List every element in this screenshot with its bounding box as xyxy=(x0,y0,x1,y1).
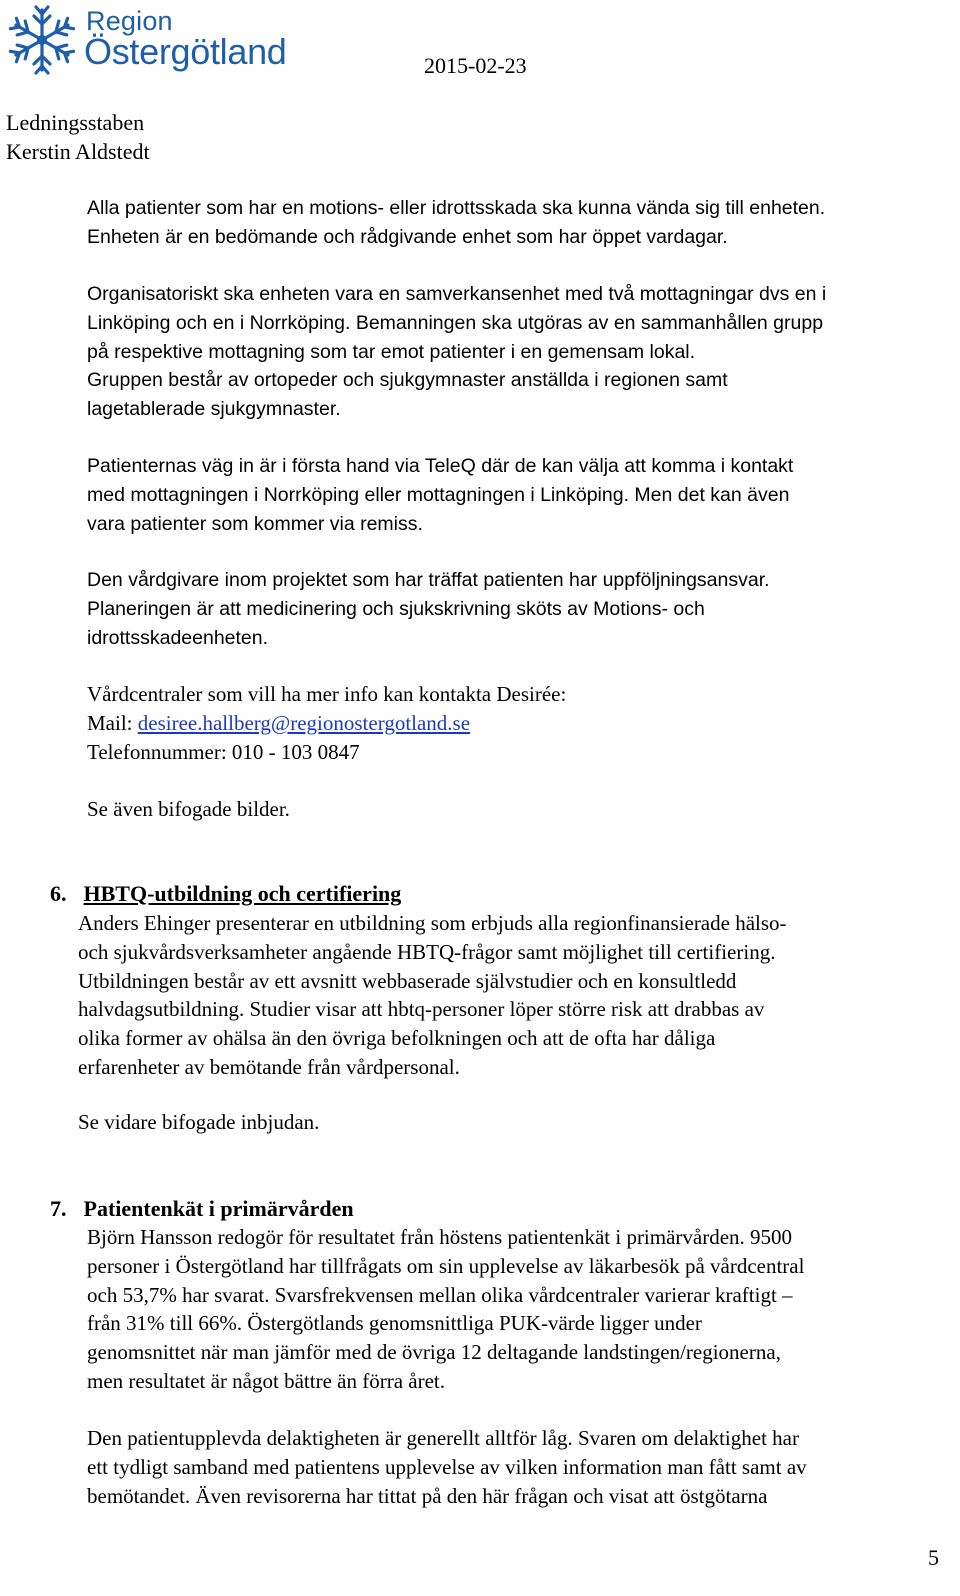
text-line: från 31% till 66%. Östergötlands genomsnittliga PUK-värde ligger under xyxy=(87,1311,702,1336)
section-number: 7. xyxy=(50,1196,67,1221)
section-6-heading xyxy=(50,880,401,908)
text-line: idrottsskadeenheten. xyxy=(87,626,269,649)
document-date: 2015-02-23 xyxy=(424,53,527,78)
text-line: Anders Ehinger presenterar en utbildning som erbjuds alla regionfinansierade hälso- xyxy=(78,911,787,935)
region-ostergotland-logo xyxy=(4,2,304,78)
text-line: med mottagningen i Norrköping eller mottagningen i Linköping. Men det kan även xyxy=(87,483,790,506)
text-line: men resultatet är något bättre än förra året. xyxy=(87,1368,445,1393)
logo-text-region: Region xyxy=(86,6,173,36)
intro-paragraph-1 xyxy=(87,194,825,252)
text-line: Planeringen är att medicinering och sjukskrivning sköts av Motions- och xyxy=(87,597,705,620)
text-line: olika former av ohälsa än den övriga befolkningen och att de ofta har dåliga xyxy=(78,1026,716,1051)
contact-phone: Telefonnummer: 010 - 103 0847 xyxy=(87,739,360,764)
intro-paragraph-4 xyxy=(87,566,770,652)
contact-block xyxy=(87,680,566,766)
mail-label: Mail: xyxy=(87,710,138,735)
text-line: och sjukvårdsverksamheter angående HBTQ-frågor samt möjlighet till certifiering. xyxy=(78,939,776,964)
text-line: Gruppen består av ortopeder och sjukgymnaster anställda i regionen samt xyxy=(87,369,728,392)
text-line: Björn Hansson redogör för resultatet från höstens patientenkät i primärvården. 9500 xyxy=(87,1225,793,1249)
contact-mail-line xyxy=(87,709,566,738)
intro-paragraph-2 xyxy=(87,280,826,424)
text-line: Linköping och en i Norrköping. Bemanningen ska utgöras av en sammanhållen grupp xyxy=(87,311,824,334)
mail-link[interactable]: desiree.hallberg@regionostergotland.se xyxy=(137,710,471,735)
text-line: halvdagsutbildning. Studier visar att hbtq-personer löper större risk att drabbas av xyxy=(78,997,765,1022)
text-line: erfarenheter av bemötande från vårdpersonal. xyxy=(78,1054,460,1079)
contact-intro: Vårdcentraler som vill ha mer info kan kontakta Desirée: xyxy=(87,682,567,706)
department-name: Ledningsstaben xyxy=(6,110,145,135)
text-line: personer i Östergötland har tillfrågats om sin upplevelse av läkarbesök på vårdcentral xyxy=(87,1253,805,1278)
section-title: Patientenkät i primärvården xyxy=(83,1196,354,1221)
text-line: vara patienter som kommer via remiss. xyxy=(87,512,423,535)
intro-paragraph-3 xyxy=(87,452,793,538)
text-line: Enheten är en bedömande och rådgivande enhet som har öppet vardagar. xyxy=(87,225,728,248)
text-line: genomsnittet när man jämför med de övriga 12 deltagande landstingen/regionerna, xyxy=(87,1340,781,1365)
snowflake-logo-icon xyxy=(4,2,80,78)
section-7-paragraph-2 xyxy=(87,1424,807,1510)
section-7-heading xyxy=(50,1195,354,1223)
see-attached-invitation: Se vidare bifogade inbjudan. xyxy=(78,1110,320,1134)
text-line: Organisatoriskt ska enheten vara en samverkansenhet med två mottagningar dvs en i xyxy=(87,283,827,305)
section-title: HBTQ-utbildning och certifiering xyxy=(83,881,402,906)
text-line: Den vårdgivare inom projektet som har träffat patienten har uppföljningsansvar. xyxy=(87,569,770,591)
text-line: ett tydligt samband med patientens upplevelse av vilken information man fått samt av xyxy=(87,1454,807,1479)
author-name: Kerstin Aldstedt xyxy=(6,139,150,164)
text-line: och 53,7% har svarat. Svarsfrekvensen mellan olika vårdcentraler varierar kraftigt – xyxy=(87,1282,793,1307)
text-line: Den patientupplevda delaktigheten är generellt alltför låg. Svaren om delaktighet har xyxy=(87,1426,799,1450)
text-line: Alla patienter som har en motions- eller idrottsskada ska kunna vända sig till enheten. xyxy=(87,197,826,219)
section-6-body xyxy=(78,909,787,1082)
logo-text-ostergotland: Östergötland xyxy=(84,31,287,72)
text-line: på respektive mottagning som tar emot patienter i en gemensam lokal. xyxy=(87,340,696,363)
sender-block xyxy=(6,108,150,166)
text-line: Patienternas väg in är i första hand via TeleQ där de kan välja att komma i kontakt xyxy=(87,455,794,477)
text-line: lagetablerade sjukgymnaster. xyxy=(87,398,341,421)
text-line: bemötandet. Även revisorerna har tittat på den här frågan och visat att östgötarna xyxy=(87,1483,768,1508)
section-number: 6. xyxy=(50,881,67,906)
see-attached-images: Se även bifogade bilder. xyxy=(87,797,290,821)
text-line: Utbildningen består av ett avsnitt webbaserade självstudier och en konsultledd xyxy=(78,968,737,993)
page-number: 5 xyxy=(928,1545,939,1570)
section-7-paragraph-1 xyxy=(87,1223,804,1396)
